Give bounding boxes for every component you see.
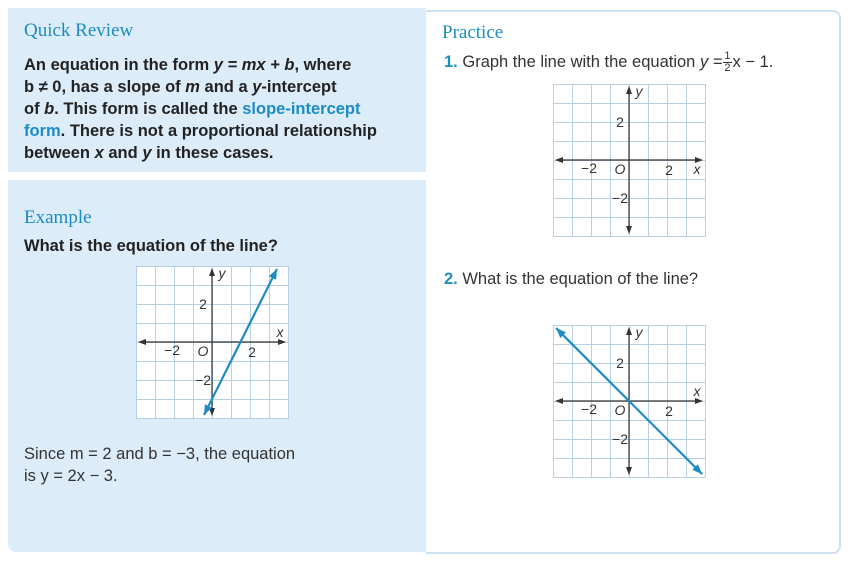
y-axis-label: y <box>218 266 226 281</box>
qr-b: b <box>44 100 55 118</box>
example-answer-line-2: is y = 2x − 3. <box>24 467 118 485</box>
quick-review-text <box>24 54 416 164</box>
y-axis-label: y <box>635 84 643 99</box>
qr-text-5: -intercept <box>261 78 337 96</box>
example-graph <box>136 266 300 422</box>
example-answer-line-1: Since m = 2 and b = −3, the equation <box>24 445 296 463</box>
tick-label-x-neg: −2 <box>581 401 597 417</box>
practice-1-graph <box>553 84 713 244</box>
qr-text-2: , where <box>294 56 352 74</box>
example-answer <box>24 443 354 487</box>
q1-text: Graph the line with the equation <box>462 52 700 71</box>
q1-eq-left: y = <box>699 52 723 71</box>
qr-highlight-2: form <box>24 122 61 140</box>
practice-panel <box>426 10 841 554</box>
tick-label-y-pos: 2 <box>199 296 207 312</box>
qr-y: y <box>252 78 262 96</box>
tick-label-y-neg: −2 <box>195 372 211 388</box>
tick-label-y-neg: −2 <box>612 190 628 206</box>
q1-eq-right: x − 1. <box>732 52 774 71</box>
example-title: Example <box>24 207 92 228</box>
qr-text-11: in these cases. <box>151 144 274 162</box>
q1-number: 1. <box>444 52 458 71</box>
practice-question-2 <box>444 270 698 289</box>
example-question: What is the equation of the line? <box>24 237 278 255</box>
qr-y2: y <box>142 144 152 162</box>
origin-label: O <box>197 343 209 359</box>
origin-label: O <box>614 161 626 177</box>
qr-text-10: and <box>103 144 143 162</box>
tick-label-x-neg: −2 <box>581 160 597 176</box>
tick-label-y-pos: 2 <box>616 355 624 371</box>
practice-2-graph <box>553 325 713 485</box>
origin-label: O <box>614 402 626 418</box>
q1-frac-den: 2 <box>724 62 731 74</box>
tick-label-x-pos: 2 <box>665 403 673 419</box>
qr-m: m <box>185 78 200 96</box>
q1-frac-num: 1 <box>724 50 731 62</box>
tick-label-x-pos: 2 <box>665 162 673 178</box>
practice-title: Practice <box>442 22 504 43</box>
x-axis-label: x <box>693 383 701 399</box>
qr-text-4: and a <box>199 78 253 96</box>
practice-question-1 <box>444 51 773 74</box>
tick-label-y-neg: −2 <box>612 431 628 447</box>
q2-text: What is the equation of the line? <box>462 270 699 288</box>
qr-form: y = mx + b <box>213 56 295 74</box>
tick-label-x-pos: 2 <box>248 344 256 360</box>
example-section <box>8 180 426 552</box>
quick-review-section <box>8 8 426 172</box>
qr-text-6: of <box>24 100 45 118</box>
qr-text-1: An equation in the form <box>24 56 214 74</box>
x-axis-label: x <box>693 161 701 177</box>
left-panel <box>8 8 426 552</box>
quick-review-title: Quick Review <box>24 20 134 41</box>
qr-text-9: between <box>24 144 95 162</box>
qr-text-7: . This form is called the <box>54 100 243 118</box>
q2-number: 2. <box>444 270 458 288</box>
q1-fraction <box>723 51 731 74</box>
tick-label-x-neg: −2 <box>164 342 180 358</box>
qr-highlight-1: slope-intercept <box>242 100 361 118</box>
qr-text-8: . There is not a proportional relationship <box>60 122 377 140</box>
qr-x: x <box>94 144 104 162</box>
qr-text-3: b ≠ 0, has a slope of <box>24 78 186 96</box>
y-axis-label: y <box>635 325 643 340</box>
tick-label-y-pos: 2 <box>616 114 624 130</box>
x-axis-label: x <box>276 324 284 340</box>
